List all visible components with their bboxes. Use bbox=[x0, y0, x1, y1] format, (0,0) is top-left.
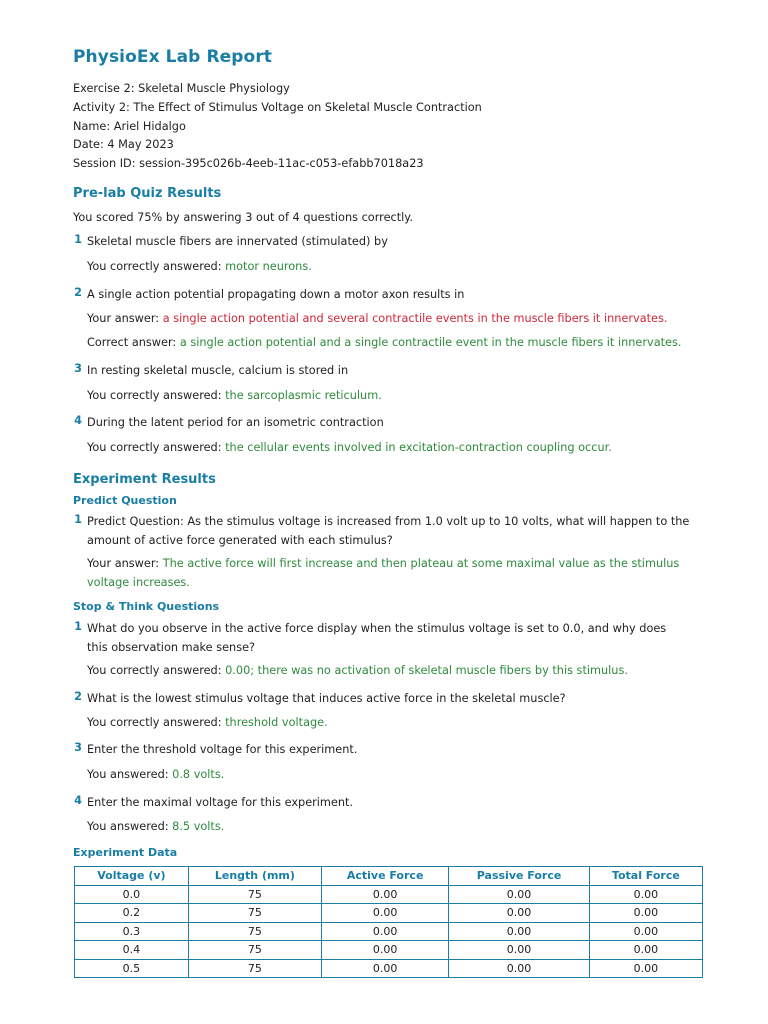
answer-label: Your answer: bbox=[87, 312, 163, 325]
correct-answer-label: Correct answer: bbox=[87, 336, 180, 349]
table-cell: 0.00 bbox=[449, 941, 589, 960]
table-cell: 0.2 bbox=[75, 904, 189, 923]
table-cell: 0.00 bbox=[589, 904, 702, 923]
answer-line bbox=[87, 310, 667, 329]
answer-line bbox=[87, 662, 628, 681]
question-text: In resting skeletal muscle, calcium is stored in bbox=[87, 364, 349, 377]
question-number: 2 bbox=[74, 286, 82, 299]
question-number: 3 bbox=[74, 362, 82, 375]
answer-correct: motor neurons. bbox=[225, 260, 312, 273]
stop-think-heading: Stop & Think Questions bbox=[73, 600, 220, 613]
question-text: Enter the maximal voltage for this experiment. bbox=[87, 796, 354, 809]
question-text: What is the lowest stimulus voltage that induces active force in the skeletal muscle? bbox=[87, 692, 566, 705]
answer-label: You correctly answered: bbox=[87, 441, 226, 454]
meta-date: Date: 4 May 2023 bbox=[73, 138, 174, 152]
question-number: 3 bbox=[74, 741, 82, 754]
table-row bbox=[75, 922, 703, 941]
answer-correct: 0.8 volts. bbox=[172, 768, 225, 781]
column-header: Active Force bbox=[321, 867, 448, 886]
question-text: A single action potential propagating down a motor axon results in bbox=[87, 288, 465, 301]
question-text: What do you observe in the active force display when the stimulus voltage is set to 0.0, and why does this observation make sense? bbox=[87, 622, 667, 654]
table-cell: 0.0 bbox=[75, 885, 189, 904]
table-cell: 0.00 bbox=[449, 885, 589, 904]
answer-label: You answered: bbox=[87, 820, 173, 833]
question-number: 1 bbox=[74, 620, 82, 633]
table-cell: 0.00 bbox=[589, 941, 702, 960]
column-header: Total Force bbox=[589, 867, 702, 886]
report-meta bbox=[73, 80, 482, 174]
column-header: Length (mm) bbox=[188, 867, 321, 886]
question-number: 4 bbox=[74, 414, 82, 427]
answer-correct: the cellular events involved in excitation-contraction coupling occur. bbox=[225, 441, 612, 454]
answer-correct: threshold voltage. bbox=[225, 716, 328, 729]
answer-line bbox=[87, 555, 712, 592]
table-row bbox=[75, 941, 703, 960]
predict-heading: Predict Question bbox=[73, 494, 177, 507]
table-cell: 0.00 bbox=[589, 922, 702, 941]
table-cell: 0.00 bbox=[589, 959, 702, 978]
experiment-heading: Experiment Results bbox=[73, 472, 216, 487]
column-header: Passive Force bbox=[449, 867, 589, 886]
table-cell: 0.00 bbox=[321, 941, 448, 960]
table-row bbox=[75, 904, 703, 923]
meta-exercise: Exercise 2: Skeletal Muscle Physiology bbox=[73, 82, 290, 95]
question-text: Predict Question: As the stimulus voltage is increased from 1.0 volt up to 10 volts, what will happen to the amount of active force generated with each stimulus? bbox=[87, 515, 690, 547]
question-number: 4 bbox=[74, 794, 82, 807]
answer-correct: The active force will first increase and then plateau at some maximal value as the stimulus voltage increases. bbox=[87, 557, 680, 589]
answer-line bbox=[87, 258, 312, 277]
answer-line bbox=[87, 714, 328, 733]
answer-label: Your answer: bbox=[87, 557, 163, 570]
report-title: PhysioEx Lab Report bbox=[73, 47, 273, 67]
answer-incorrect: a single action potential and several contractile events in the muscle fibers it innervates. bbox=[162, 312, 668, 325]
table-cell: 0.00 bbox=[449, 922, 589, 941]
answer-correct: 8.5 volts. bbox=[172, 820, 225, 833]
table-cell: 0.00 bbox=[589, 885, 702, 904]
table-cell: 0.3 bbox=[75, 922, 189, 941]
table-cell: 0.4 bbox=[75, 941, 189, 960]
table-cell: 0.00 bbox=[321, 959, 448, 978]
question-number: 1 bbox=[74, 513, 82, 526]
correct-answer-text: a single action potential and a single contractile event in the muscle fibers it innervates. bbox=[179, 336, 682, 349]
meta-activity: Activity 2: The Effect of Stimulus Voltage on Skeletal Muscle Contraction bbox=[73, 100, 482, 114]
table-row bbox=[75, 959, 703, 978]
table-cell: 0.00 bbox=[321, 904, 448, 923]
correct-answer-line bbox=[87, 334, 681, 353]
table-cell: 0.00 bbox=[449, 959, 589, 978]
table-cell: 75 bbox=[188, 885, 321, 904]
table-cell: 75 bbox=[188, 904, 321, 923]
answer-label: You correctly answered: bbox=[87, 260, 226, 273]
table-cell: 75 bbox=[188, 941, 321, 960]
table-cell: 0.00 bbox=[321, 922, 448, 941]
experiment-data-table bbox=[74, 866, 703, 978]
column-header: Voltage (v) bbox=[75, 867, 189, 886]
table-header-row bbox=[75, 867, 703, 886]
meta-session-id: Session ID: session-395c026b-4eeb-11ac-c053-efabb7018a23 bbox=[73, 157, 424, 171]
answer-line bbox=[87, 766, 224, 785]
table-row bbox=[75, 885, 703, 904]
table-cell: 0.00 bbox=[449, 904, 589, 923]
answer-label: You correctly answered: bbox=[87, 664, 226, 677]
answer-label: You answered: bbox=[87, 768, 173, 781]
experiment-data-heading: Experiment Data bbox=[73, 846, 178, 859]
table-cell: 75 bbox=[188, 959, 321, 978]
answer-line bbox=[87, 439, 612, 458]
prelab-score: You scored 75% by answering 3 out of 4 questions correctly. bbox=[73, 211, 413, 224]
answer-correct: the sarcoplasmic reticulum. bbox=[225, 389, 382, 402]
answer-line bbox=[87, 818, 224, 837]
answer-label: You correctly answered: bbox=[87, 389, 226, 402]
answer-label: You correctly answered: bbox=[87, 716, 226, 729]
table-cell: 0.5 bbox=[75, 959, 189, 978]
table-cell: 0.00 bbox=[321, 885, 448, 904]
question-text: Enter the threshold voltage for this experiment. bbox=[87, 743, 358, 756]
meta-name: Name: Ariel Hidalgo bbox=[73, 119, 186, 133]
question-number: 2 bbox=[74, 690, 82, 703]
answer-correct: 0.00; there was no activation of skeletal muscle fibers by this stimulus. bbox=[225, 664, 628, 677]
question-text: During the latent period for an isometric contraction bbox=[87, 416, 384, 429]
question-text: Skeletal muscle fibers are innervated (stimulated) by bbox=[87, 235, 388, 248]
question-number: 1 bbox=[74, 233, 82, 246]
prelab-heading: Pre-lab Quiz Results bbox=[73, 186, 222, 201]
table-cell: 75 bbox=[188, 922, 321, 941]
answer-line bbox=[87, 387, 382, 406]
